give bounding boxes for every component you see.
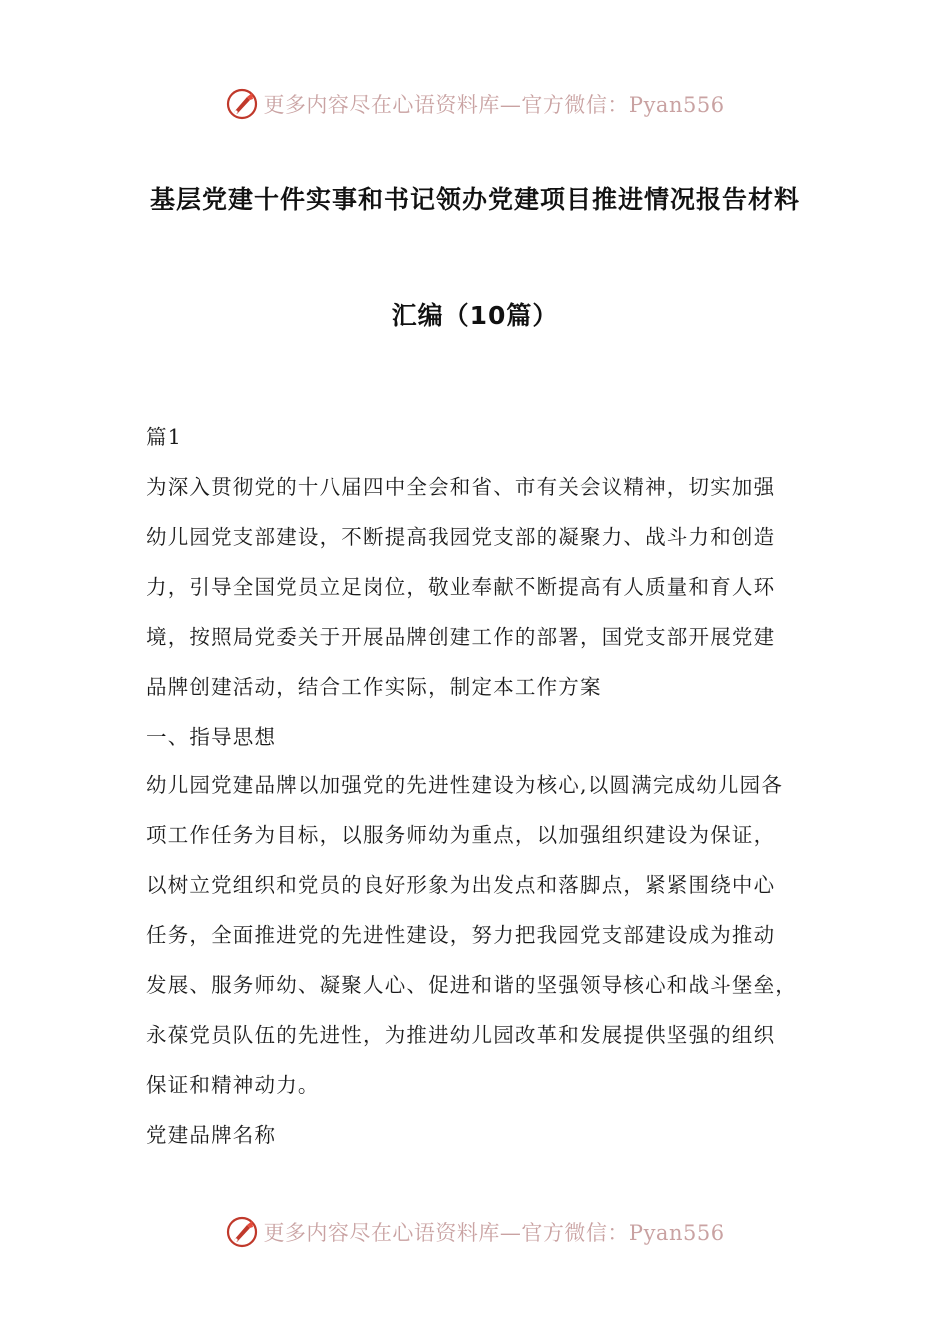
body-line: 力，引导全国党员立足岗位，敬业奉献不断提高有人质量和育人环 xyxy=(146,575,776,599)
section-heading: 党建品牌名称 xyxy=(146,1123,277,1147)
body-line: 发展、服务师幼、凝聚人心、促进和谐的坚强领导核心和战斗堡垒， xyxy=(146,973,797,997)
body-line: 为深入贯彻党的十八届四中全会和省、市有关会议精神，切实加强 xyxy=(146,475,776,499)
document-title-line-2: 汇编（10篇） xyxy=(391,301,559,330)
document-title-line-1: 基层党建十件实事和书记领办党建项目推进情况报告材料 xyxy=(149,185,800,214)
body-line: 境，按照局党委关于开展品牌创建工作的部署，国党支部开展党建 xyxy=(146,625,776,649)
section-heading: 一、指导思想 xyxy=(146,725,277,749)
body-line: 品牌创建活动，结合工作实际，制定本工作方案 xyxy=(146,675,602,699)
body-line: 幼儿园党建品牌以加强党的先进性建设为核心,以圆满完成幼儿园各 xyxy=(146,773,784,797)
body-line: 任务，全面推进党的先进性建设，努力把我园党支部建设成为推动 xyxy=(146,923,776,947)
footer-watermark xyxy=(0,1212,950,1252)
body-line: 幼儿园党支部建设，不断提高我园党支部的凝聚力、战斗力和创造 xyxy=(146,525,776,549)
body-line: 保证和精神动力。 xyxy=(146,1073,320,1097)
pen-nib-logo-icon xyxy=(225,1215,259,1249)
body-line: 以树立党组织和党员的良好形象为出发点和落脚点，紧紧围绕中心 xyxy=(146,873,776,897)
watermark-text: 更多内容尽在心语资料库—官方微信：Pyan556 xyxy=(263,1221,725,1245)
pen-nib-logo-icon xyxy=(225,87,259,121)
watermark-text: 更多内容尽在心语资料库—官方微信：Pyan556 xyxy=(263,93,725,117)
body-line: 项工作任务为目标，以服务师幼为重点，以加强组织建设为保证， xyxy=(146,823,776,847)
header-watermark xyxy=(0,84,950,124)
section-label: 篇1 xyxy=(146,425,182,449)
body-line: 永葆党员队伍的先进性，为推进幼儿园改革和发展提供坚强的组织 xyxy=(146,1023,776,1047)
